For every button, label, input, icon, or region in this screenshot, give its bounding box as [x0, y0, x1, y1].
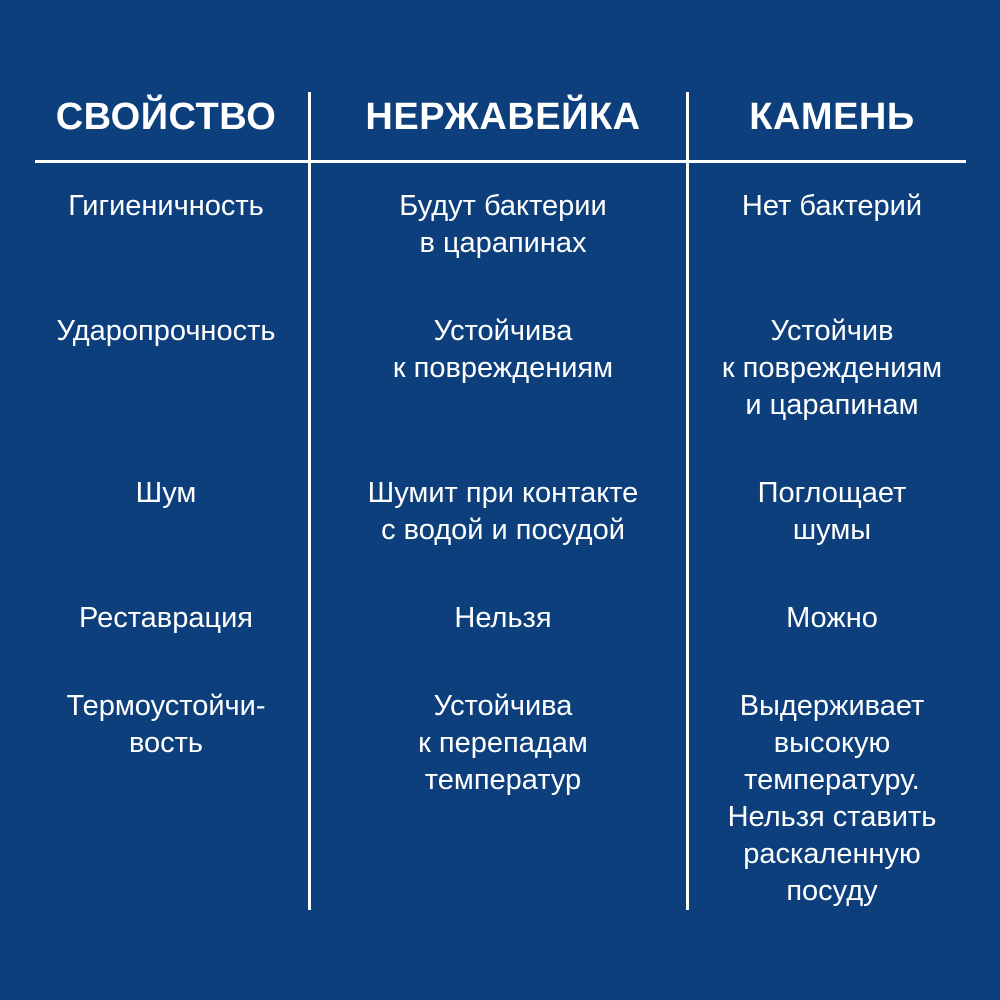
header-divider — [35, 160, 966, 163]
row-impact-property: Ударопрочность — [56, 315, 276, 347]
header-stone: КАМЕНЬ — [749, 96, 915, 138]
row-heat-resistance-stone: Выдерживает высокую температуру. Нельзя ставить раскаленную посуду — [727, 690, 937, 907]
column-divider-left — [308, 92, 311, 910]
row-impact-stone: Устойчив к повреждениям и царапинам — [721, 315, 943, 421]
row-impact-steel: Устойчива к повреждениям — [392, 315, 614, 384]
row-restoration-property: Реставрация — [79, 602, 253, 634]
row-restoration-steel: Нельзя — [454, 602, 552, 634]
row-restoration-stone: Можно — [786, 602, 878, 634]
row-heat-resistance-steel: Устойчива к перепадам температур — [418, 690, 588, 796]
row-hygiene-steel: Будут бактерии в царапинах — [399, 190, 607, 259]
row-hygiene-property: Гигиеничность — [68, 190, 264, 222]
header-property: СВОЙСТВО — [55, 96, 277, 138]
row-noise-property: Шум — [135, 477, 197, 509]
header-stainless-steel: НЕРЖАВЕЙКА — [365, 96, 641, 138]
row-noise-stone: Поглощает шумы — [757, 477, 907, 546]
column-divider-right — [686, 92, 689, 910]
row-hygiene-stone: Нет бактерий — [741, 190, 923, 222]
row-heat-resistance-property: Термоустойчи- вость — [66, 690, 266, 759]
row-noise-steel: Шумит при контакте с водой и посудой — [367, 477, 639, 546]
